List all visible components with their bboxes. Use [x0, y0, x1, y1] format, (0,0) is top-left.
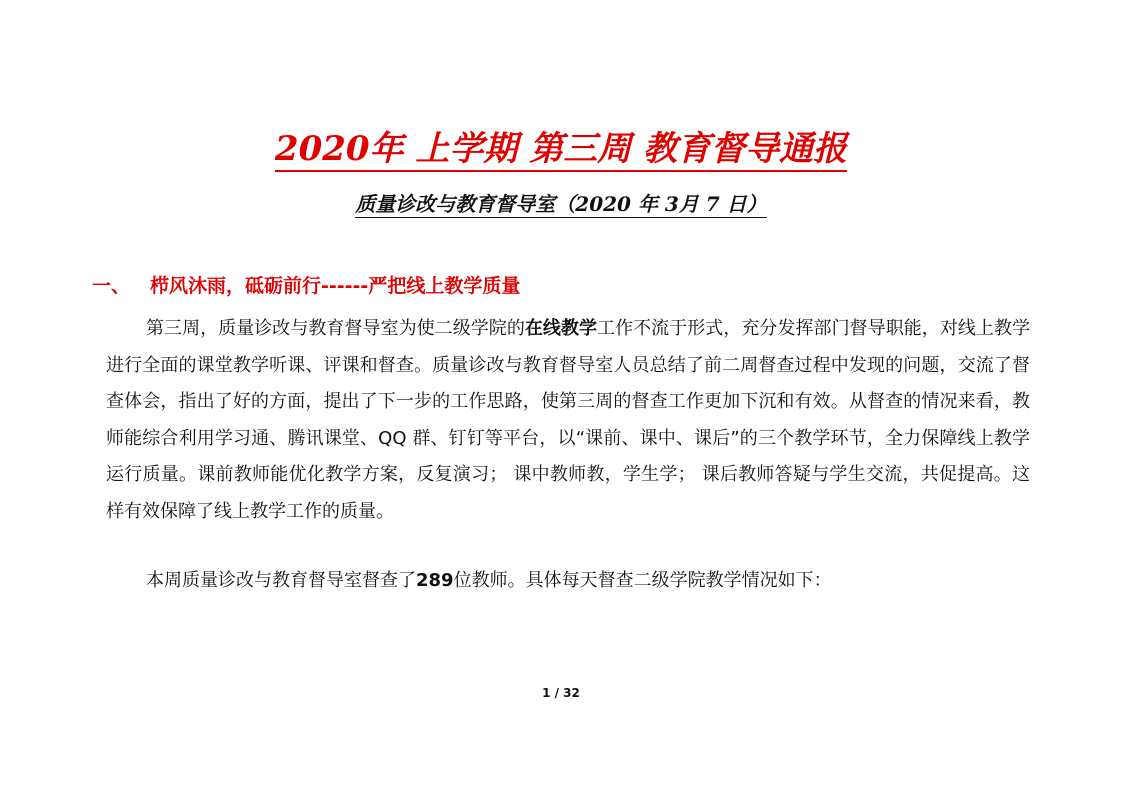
paragraph-2-text-start: 本周质量诊改与教育督导室督查了 — [146, 570, 416, 591]
paragraph-2-teacher-count: 289 — [416, 570, 454, 591]
paragraph-2-text-rest: 位教师。具体每天督查二级学院教学情况如下： — [453, 570, 832, 591]
paragraph-1-text-start: 第三周，质量诊改与教育督导室为使二级学院的 — [146, 318, 525, 339]
page-number: 1 / 32 — [542, 686, 580, 700]
document-title — [0, 127, 1122, 171]
document-title-text: 2020年 上学期 第三周 教育督导通报 — [275, 129, 847, 172]
document-subtitle — [0, 190, 1122, 218]
paragraph-1-text-rest: 工作不流于形式，充分发挥部门督导职能，对线上教学进行全面的课堂教学听课、评课和督查。质量诊改与教育督导室人员总结了前二周督查过程中发现的问题，交流了督查体会，指出了好的方面，提出了下一步的工作思路，使第三周的督查工作更加下沉和有效。从督查的情况来看，教师能综合利用学习通、腾讯课堂、QQ 群、钉钉等平台，以“课前、课中、课后”的三个教学环节，全力保障线上教学运行质量。课前教师能优化教学方案，反复演习； 课中教师教，学生学； 课后教师答疑与学生交流，共促提高。这样有效保障了线上教学工作的质量。 — [106, 318, 1031, 522]
document-subtitle-text: 质量诊改与教育督导室（2020 年 3月 7 日） — [355, 192, 767, 216]
paragraph-1-emphasis: 在线教学 — [524, 318, 598, 339]
section-heading-text: 栉风沐雨，砥砺前行------严把线上教学质量 — [150, 275, 521, 297]
body-paragraph-1 — [106, 311, 1030, 530]
section-heading — [92, 271, 520, 301]
section-number: 一、 — [92, 275, 131, 297]
body-paragraph-2 — [106, 563, 1030, 600]
